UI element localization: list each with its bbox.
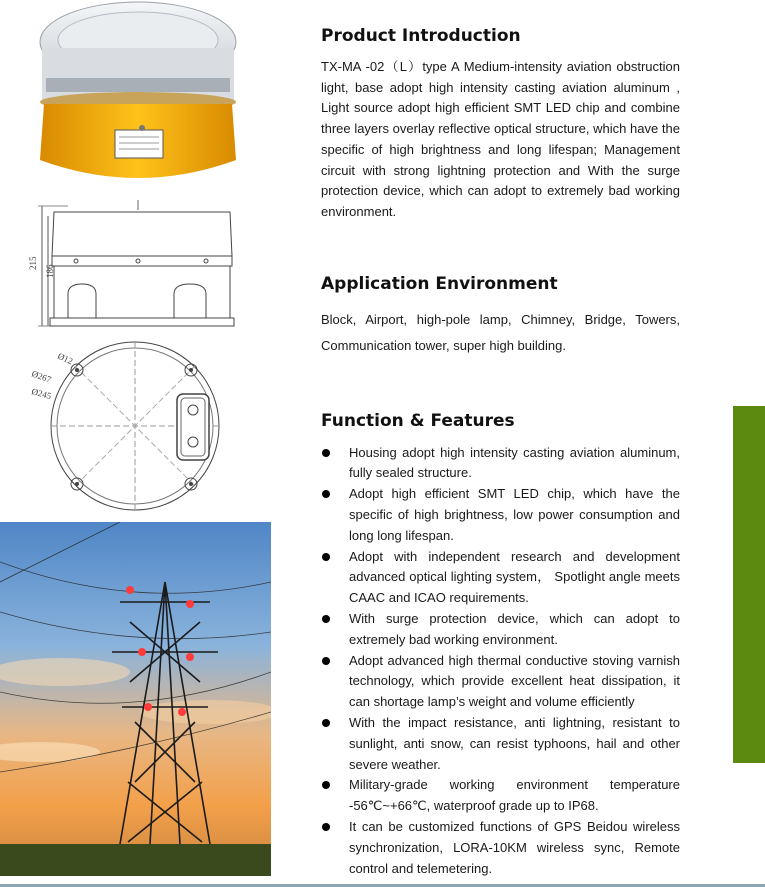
tower-photo <box>0 522 271 876</box>
bullet-icon <box>322 657 330 665</box>
bullet-icon <box>322 553 330 561</box>
top-view-drawing <box>25 338 255 518</box>
side-view-drawing <box>28 198 248 333</box>
list-item: Housing adopt high intensity casting aviation aluminum, fully sealed structure. <box>321 443 680 485</box>
application-environment-heading: Application Environment <box>321 273 558 294</box>
dimension-outer: Ø267 <box>30 368 53 385</box>
list-item: Adopt advanced high thermal conductive stoving varnish technology, which provide excellent heat dissipation, it can shortage lamp’s weight and volume efficiently <box>321 651 680 713</box>
dimension-total-height: 215 <box>28 256 38 270</box>
accent-sidebar <box>733 406 765 763</box>
bullet-icon <box>322 615 330 623</box>
bullet-icon <box>322 823 330 831</box>
list-item: With surge protection device, which can adopt to extremely bad working environment. <box>321 609 680 651</box>
list-item: Military-grade working environment temperature -56℃~+66℃, waterproof grade up to IP68. <box>321 775 680 817</box>
function-features-heading: Function & Features <box>321 410 515 431</box>
content-column <box>321 26 680 879</box>
list-item: Adopt with independent research and development advanced optical lighting system， Spotlight angle meets CAAC and ICAO requirements. <box>321 547 680 609</box>
list-item: With the impact resistance, anti lightning, resistant to sunlight, anti snow, can resist typhoons, hail and other severe weather. <box>321 713 680 775</box>
list-item: It can be customized functions of GPS Beidou wireless synchronization, LORA-10KM wireless sync, Remote control and telemetering. <box>321 817 680 879</box>
dimension-body-height: 186 <box>45 264 55 278</box>
bullet-icon <box>322 490 330 498</box>
features-list <box>321 443 680 880</box>
bullet-icon <box>322 719 330 727</box>
list-item: Adopt high efficient SMT LED chip, which have the specific of high brightness, low power consumption and long long lifespan. <box>321 484 680 546</box>
dimension-inner: Ø245 <box>30 386 53 402</box>
product-photo <box>30 0 250 195</box>
bullet-icon <box>322 449 330 457</box>
product-introduction-text: TX-MA -02（L）type A Medium-intensity aviation obstruction light, base adopt high intensity casting aviation aluminum , Light source adopt high efficient SMT LED chip and combine three layers overlay reflective optical structure, which have the specific of high brightness and long lifespan; Management circuit with strong lightning protection and With the surge protection device, which can adopt to extremely bad working environment. <box>321 59 680 219</box>
application-environment-text: Block, Airport, high-pole lamp, Chimney, Bridge, Towers, Communication tower, super high building. <box>321 311 680 353</box>
product-images <box>0 0 300 887</box>
product-introduction-heading: Product Introduction <box>321 26 521 46</box>
bullet-icon <box>322 781 330 789</box>
dimension-hole: Ø12 <box>56 350 75 367</box>
